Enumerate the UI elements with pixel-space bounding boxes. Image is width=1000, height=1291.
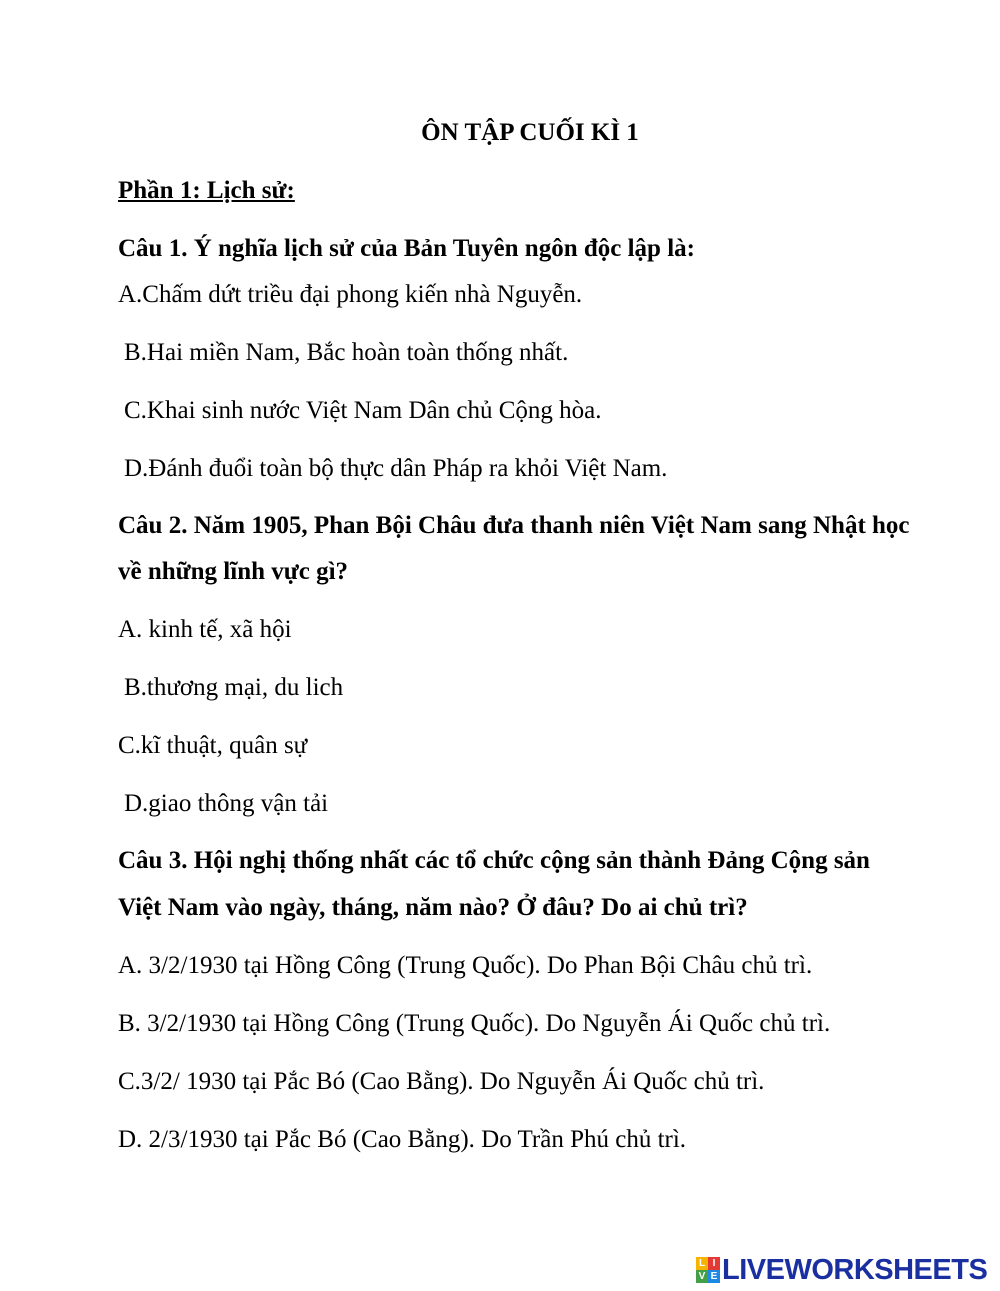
question-2-text-line-1: Câu 2. Năm 1905, Phan Bội Châu đưa thanh niên Việt Nam sang Nhật học <box>118 512 910 539</box>
question-3-option-a[interactable]: A. 3/2/1930 tại Hồng Công (Trung Quốc). Do Phan Bội Châu chủ trì. <box>118 952 813 979</box>
page-title: ÔN TẬP CUỐI KÌ 1 <box>421 119 639 146</box>
logo-mark-letter-e: E <box>708 1270 720 1283</box>
liveworksheets-logo-icon <box>696 1257 720 1283</box>
question-3-option-d[interactable]: D. 2/3/1930 tại Pắc Bó (Cao Bằng). Do Trần Phú chủ trì. <box>118 1126 687 1153</box>
logo-mark-letter-v: V <box>696 1270 708 1283</box>
question-3-option-b[interactable]: B. 3/2/1930 tại Hồng Công (Trung Quốc). Do Nguyễn Ái Quốc chủ trì. <box>118 1010 831 1037</box>
liveworksheets-logo <box>696 1254 987 1286</box>
logo-mark-letter-i: I <box>708 1257 720 1270</box>
question-1-option-d[interactable]: D.Đánh đuổi toàn bộ thực dân Pháp ra khỏi Việt Nam. <box>124 455 668 482</box>
question-1-option-c[interactable]: C.Khai sinh nước Việt Nam Dân chủ Cộng hòa. <box>124 397 602 424</box>
liveworksheets-logo-text: LIVEWORKSHEETS <box>722 1254 988 1286</box>
question-1-option-b[interactable]: B.Hai miền Nam, Bắc hoàn toàn thống nhất. <box>124 339 569 366</box>
question-2-option-c[interactable]: C.kĩ thuật, quân sự <box>118 732 308 759</box>
question-2-option-d[interactable]: D.giao thông vận tải <box>124 790 329 817</box>
question-2-text-line-2: về những lĩnh vực gì? <box>118 558 349 585</box>
question-3-option-c[interactable]: C.3/2/ 1930 tại Pắc Bó (Cao Bằng). Do Nguyễn Ái Quốc chủ trì. <box>118 1068 765 1095</box>
section-heading <box>118 176 295 206</box>
question-1-option-a[interactable]: A.Chấm dứt triều đại phong kiến nhà Nguyễn. <box>118 281 583 308</box>
logo-mark-letter-l: L <box>696 1257 708 1270</box>
question-3-text-line-1: Câu 3. Hội nghị thống nhất các tổ chức cộng sản thành Đảng Cộng sản <box>118 847 870 874</box>
question-2-option-a[interactable]: A. kinh tế, xã hội <box>118 616 292 643</box>
section-title: Phần 1: Lịch sử: <box>118 177 295 204</box>
question-1-text: Câu 1. Ý nghĩa lịch sử của Bản Tuyên ngôn độc lập là: <box>118 235 695 262</box>
question-3-text-line-2: Việt Nam vào ngày, tháng, năm nào? Ở đâu? Do ai chủ trì? <box>118 894 748 921</box>
question-2-option-b[interactable]: B.thương mại, du lich <box>124 674 344 701</box>
